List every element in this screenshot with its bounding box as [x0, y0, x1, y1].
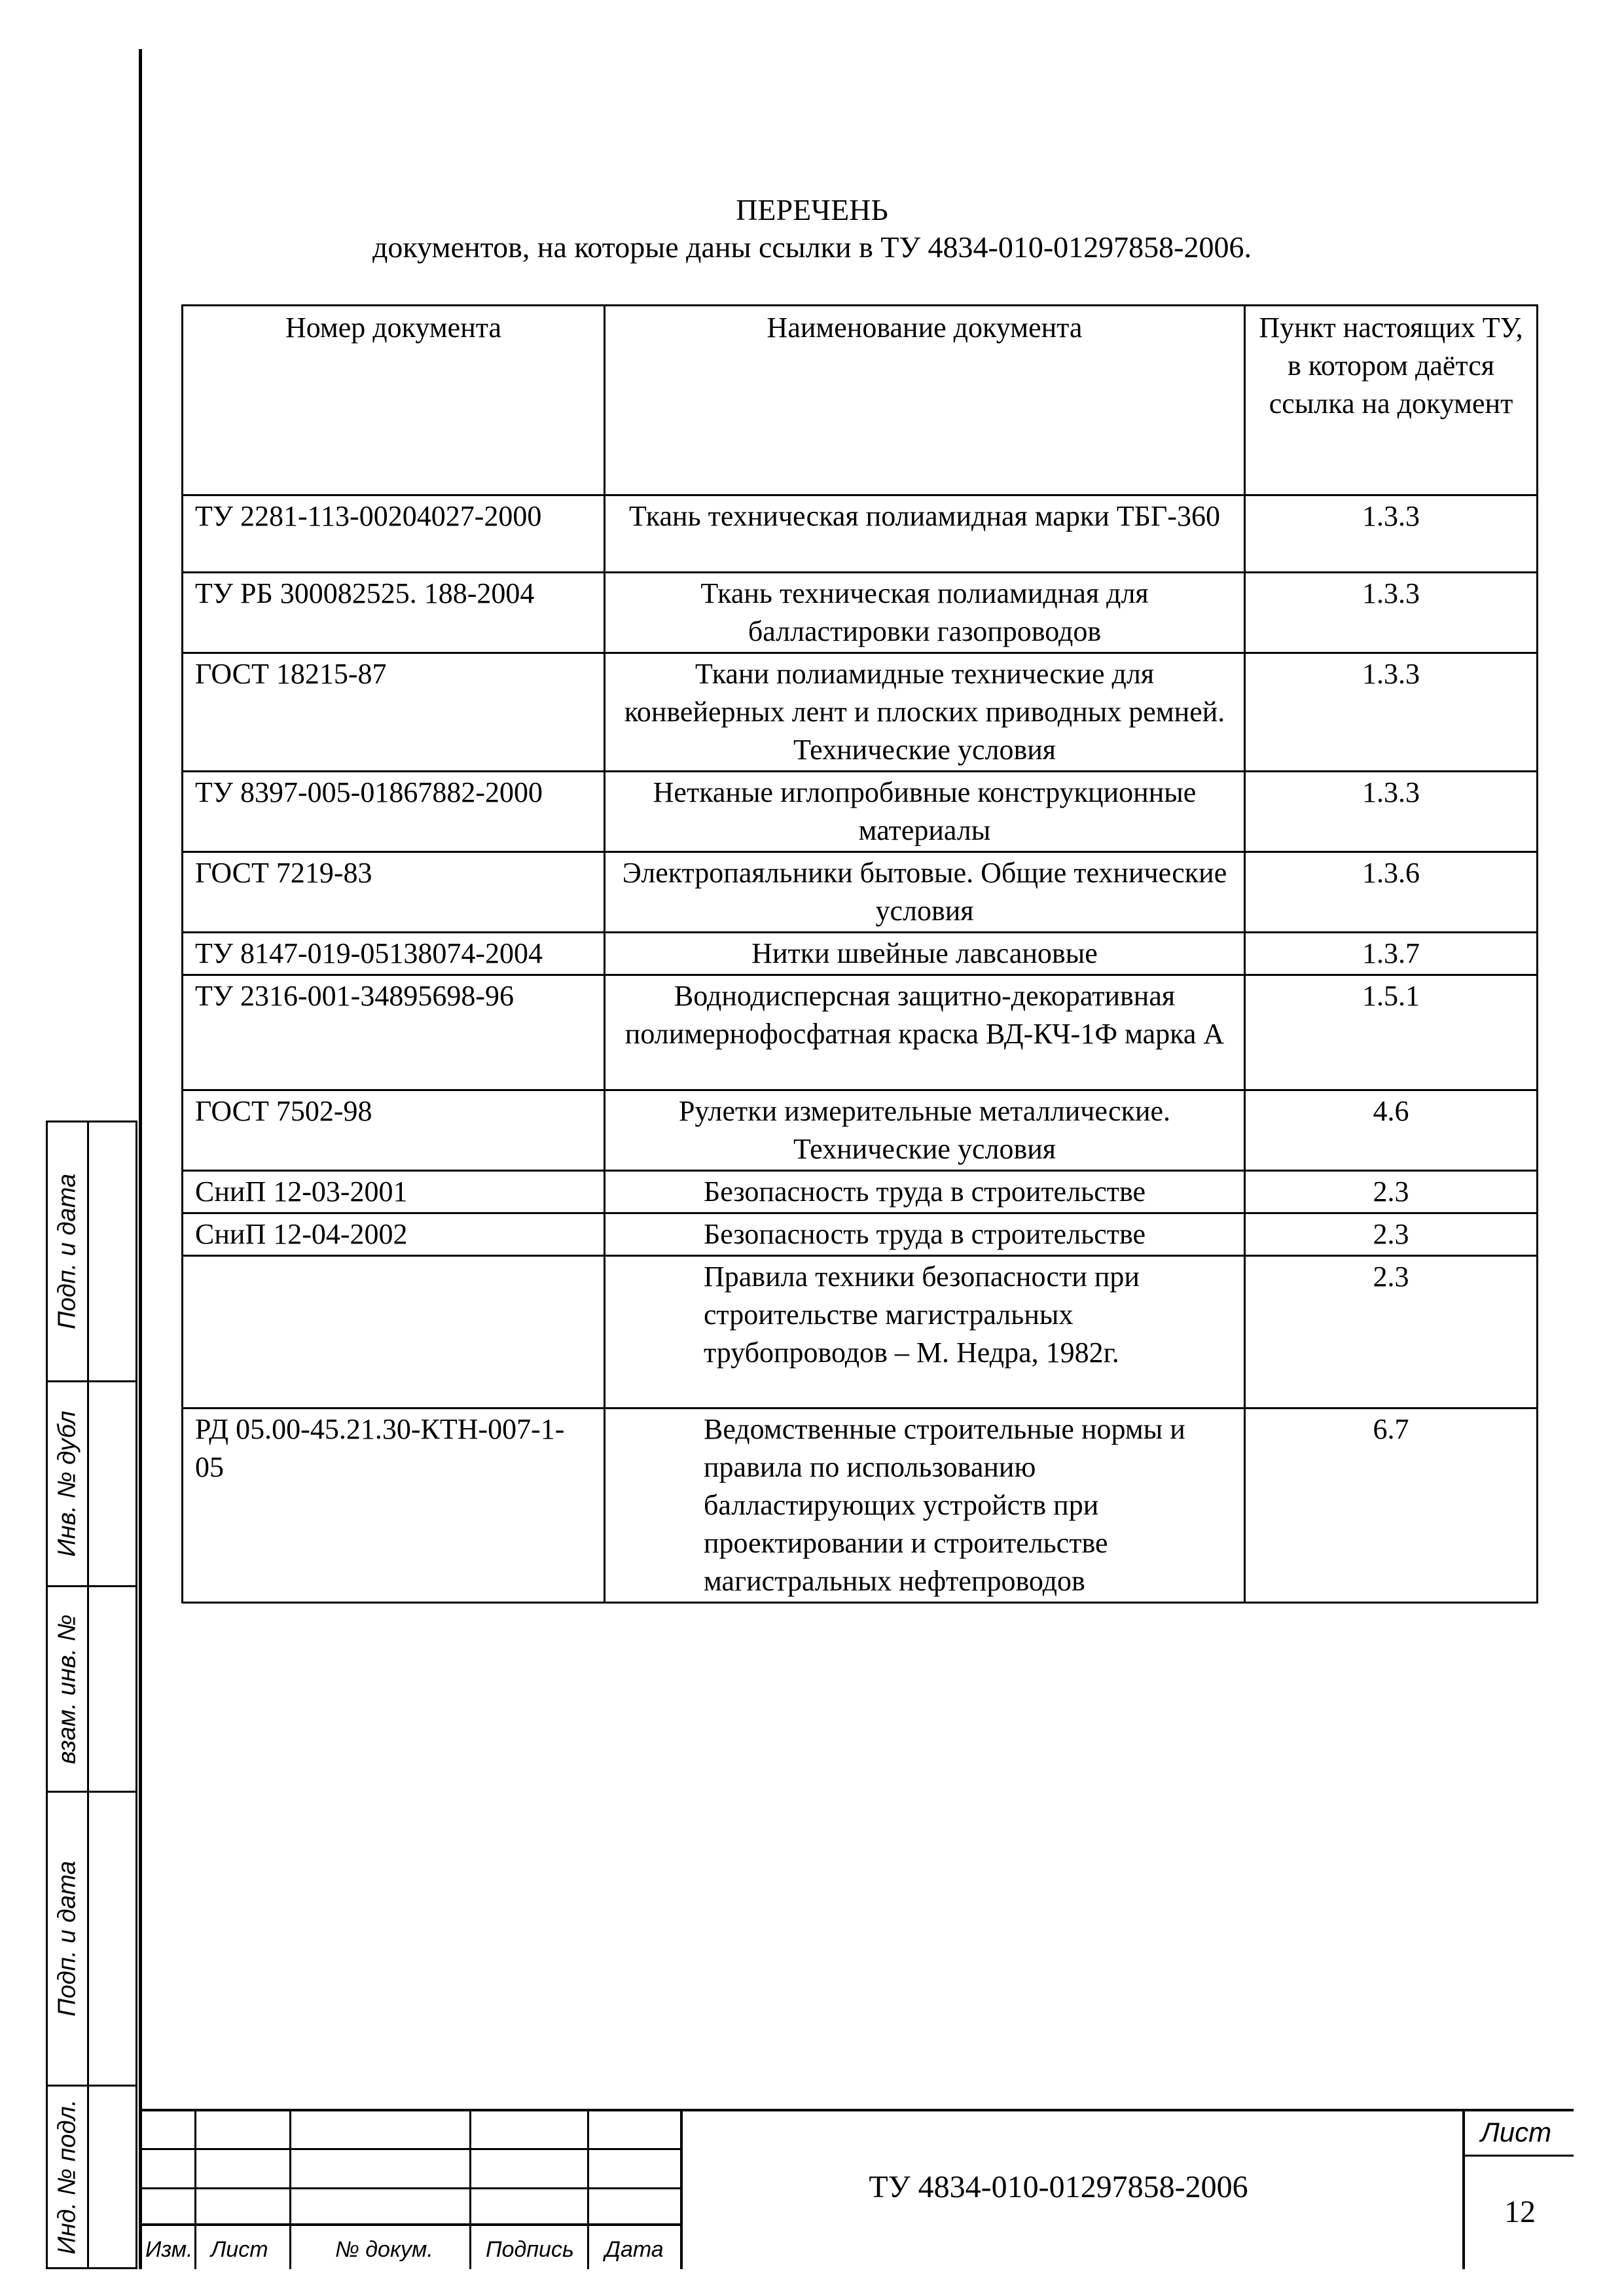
- side-label: взам. инв. №: [53, 1614, 81, 1764]
- side-stamp-replaced-inv: [46, 1585, 137, 1793]
- cell-clause: 1.3.3: [1245, 495, 1538, 573]
- cell-document-name: Безопасность труда в строительстве: [605, 1213, 1245, 1256]
- cell-clause: 1.3.6: [1245, 852, 1538, 933]
- table-header-row: [183, 306, 1538, 495]
- cell-document-name: Ткань техническая полиамидная марки ТБГ-360: [605, 495, 1245, 573]
- cell-clause: 2.3: [1245, 1256, 1538, 1408]
- side-stamp-orig-inv: [46, 2085, 137, 2269]
- cell-document-number: ТУ РБ 300082525. 188-2004: [183, 573, 605, 653]
- cell-document-name: Нитки швейные лавсановые: [605, 933, 1245, 975]
- cell-document-number: РД 05.00-45.21.30-КТН-007-1-05: [183, 1408, 605, 1603]
- cell-document-number: СниП 12-04-2002: [183, 1213, 605, 1256]
- table-row: [183, 852, 1538, 933]
- cell-document-name: Ведомственные строительные нормы и правила по использованию балластирующих устройств при проектировании и строительстве магистральных нефтепроводов: [605, 1408, 1245, 1603]
- header-document-name: Наименование документа: [605, 306, 1245, 495]
- cell-document-name: Рулетки измерительные металлические. Технические условия: [605, 1090, 1245, 1171]
- table-row: [183, 1090, 1538, 1171]
- side-stamp-dup-inv: [46, 1380, 137, 1587]
- cell-document-number: ТУ 2281-113-00204027-2000: [183, 495, 605, 573]
- cell-document-number: ГОСТ 7502-98: [183, 1090, 605, 1171]
- col-doc-no-label: № докум.: [335, 2237, 433, 2262]
- col-date-label: Дата: [605, 2237, 664, 2262]
- side-stamp-sign-date-2: [46, 1791, 137, 2087]
- side-stamp-sign-date-1: [46, 1121, 137, 1382]
- cell-document-name: Воднодисперсная защитно-декоративная полимернофосфатная краска ВД-КЧ-1Ф марка А: [605, 975, 1245, 1090]
- cell-document-number: ТУ 8397-005-01867882-2000: [183, 772, 605, 852]
- cell-clause: 2.3: [1245, 1171, 1538, 1213]
- reference-documents-table: [181, 304, 1538, 1604]
- sheet-label: Лист: [1481, 2117, 1552, 2147]
- table-row: [183, 1256, 1538, 1408]
- table-row: [183, 772, 1538, 852]
- cell-document-name: Нетканые иглопробивные конструкционные материалы: [605, 772, 1245, 852]
- col-signature-label: Подпись: [486, 2237, 574, 2262]
- cell-document-number: ГОСТ 7219-83: [183, 852, 605, 933]
- cell-clause: 1.3.7: [1245, 933, 1538, 975]
- cell-clause: 4.6: [1245, 1090, 1538, 1171]
- cell-document-name: Ткань техническая полиамидная для балластировки газопроводов: [605, 573, 1245, 653]
- side-label: Инд. № подл.: [53, 2099, 81, 2255]
- cell-document-name: Ткани полиамидные технические для конвейерных лент и плоских приводных ремней. Технические условия: [605, 653, 1245, 772]
- table-row: [183, 1408, 1538, 1603]
- cell-document-number: [183, 1256, 605, 1408]
- table-row: [183, 1171, 1538, 1213]
- cell-clause: 2.3: [1245, 1213, 1538, 1256]
- cell-document-number: СниП 12-03-2001: [183, 1171, 605, 1213]
- table-row: [183, 975, 1538, 1090]
- cell-document-name: Правила техники безопасности при строительстве магистральных трубопроводов – М. Недра, 1982г.: [605, 1256, 1245, 1408]
- side-label: Подп. и дата: [53, 1174, 81, 1329]
- cell-clause: 1.5.1: [1245, 975, 1538, 1090]
- table-row: [183, 1213, 1538, 1256]
- title-block: [139, 2109, 1574, 2269]
- cell-clause: 1.3.3: [1245, 772, 1538, 852]
- table-row: [183, 573, 1538, 653]
- side-label: Инв. № дубл: [53, 1410, 81, 1557]
- table-row: [183, 933, 1538, 975]
- table-row: [183, 495, 1538, 573]
- side-label: Подп. и дата: [53, 1861, 81, 2017]
- frame-border-left: [139, 49, 142, 2269]
- document-subtitle: документов, на которые даны ссылки в ТУ 4834-010-01297858-2006.: [372, 230, 1252, 264]
- cell-document-number: ТУ 2316-001-34895698-96: [183, 975, 605, 1090]
- col-sheet-label: Лист: [211, 2237, 268, 2262]
- cell-clause: 6.7: [1245, 1408, 1538, 1603]
- cell-clause: 1.3.3: [1245, 573, 1538, 653]
- header-clause: Пункт настоящих ТУ, в котором даётся ссылка на документ: [1245, 306, 1538, 495]
- sheet-number: 12: [1504, 2195, 1536, 2229]
- table-row: [183, 653, 1538, 772]
- document-title: ПЕРЕЧЕНЬ: [736, 193, 888, 226]
- cell-clause: 1.3.3: [1245, 653, 1538, 772]
- cell-document-number: ТУ 8147-019-05138074-2004: [183, 933, 605, 975]
- cell-document-number: ГОСТ 18215-87: [183, 653, 605, 772]
- cell-document-name: Электропаяльники бытовые. Общие технические условия: [605, 852, 1245, 933]
- document-designation: ТУ 4834-010-01297858-2006: [869, 2170, 1248, 2204]
- header-document-number: Номер документа: [183, 306, 605, 495]
- col-change-label: Изм.: [145, 2237, 193, 2262]
- cell-document-name: Безопасность труда в строительстве: [605, 1171, 1245, 1213]
